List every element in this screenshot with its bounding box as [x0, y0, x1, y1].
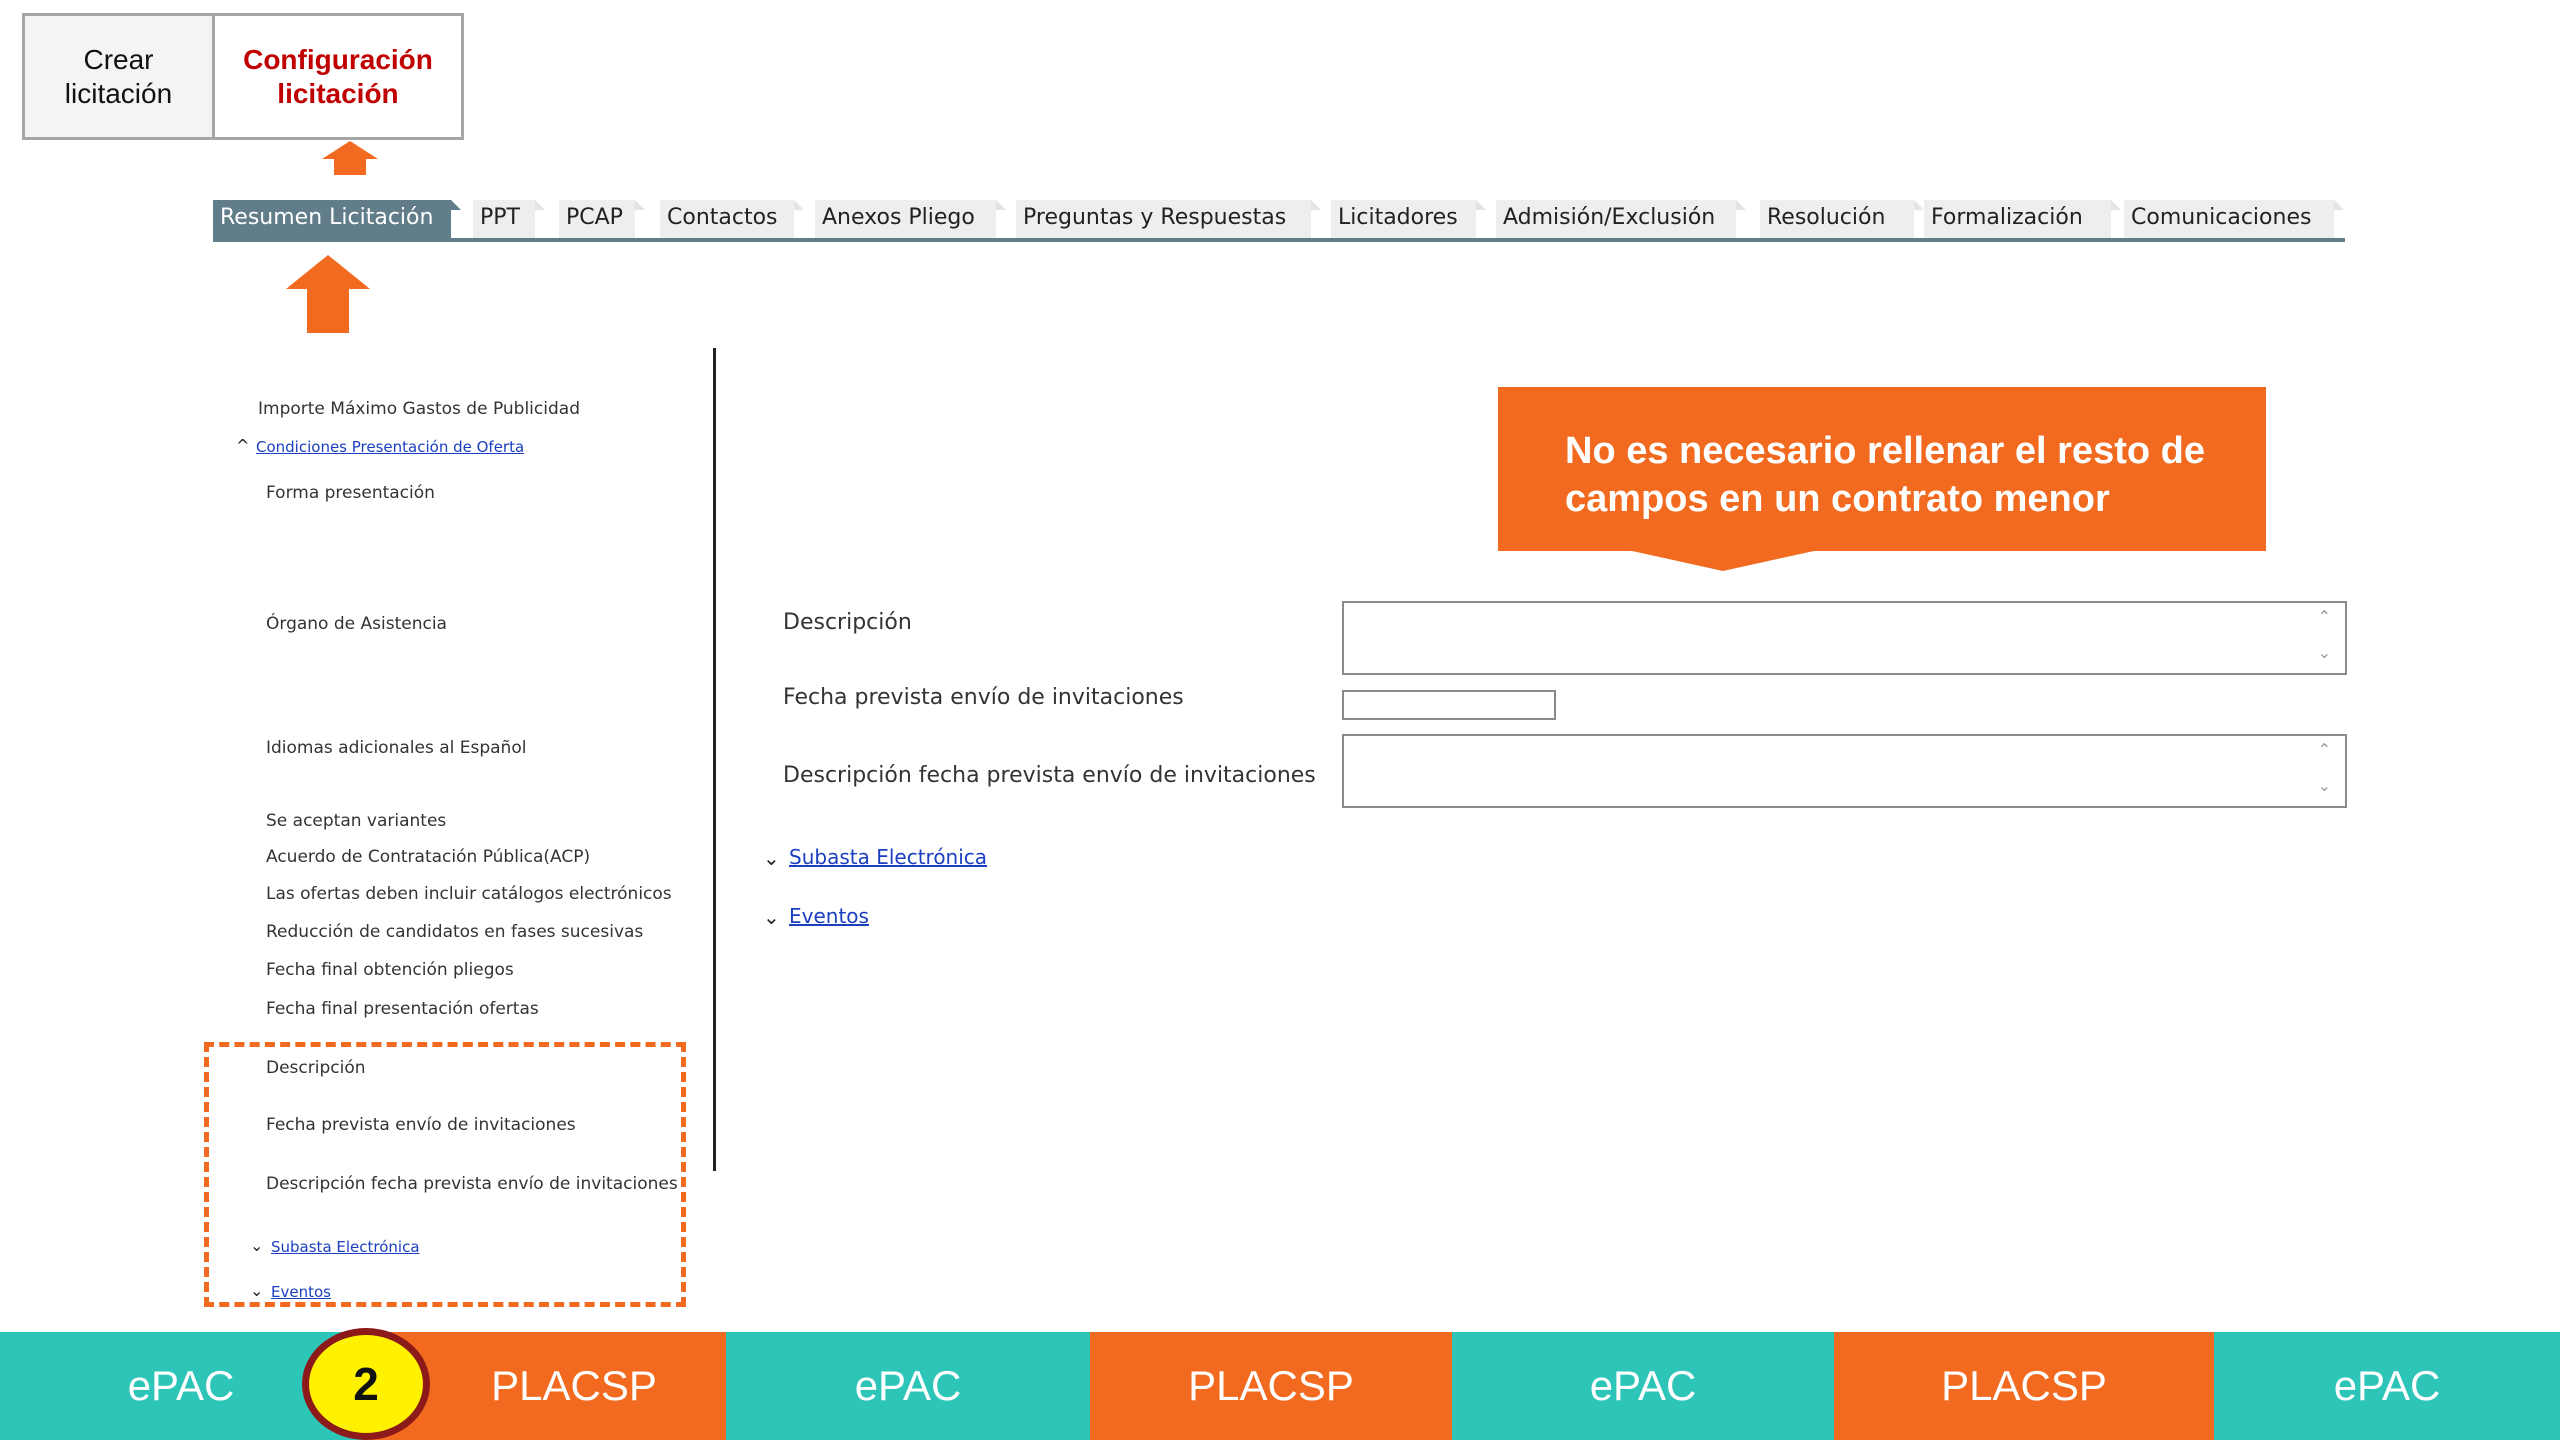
- info-callout: [1498, 387, 2266, 551]
- form-eventos-link[interactable]: Eventos: [789, 904, 869, 928]
- left-fecha-ofertas: Fecha final presentación ofertas: [266, 999, 539, 1019]
- left-catalogos: Las ofertas deben incluir catálogos electrónicos: [266, 884, 672, 904]
- tab-formalizacion[interactable]: Formalización: [1924, 200, 2111, 238]
- left-desc-fecha-invitaciones: Descripción fecha prevista envío de invitaciones: [266, 1174, 678, 1194]
- left-condiciones-link[interactable]: Condiciones Presentación de Oferta: [256, 438, 525, 456]
- tab-contactos[interactable]: Contactos: [660, 200, 794, 238]
- stage-placsp-1: PLACSP: [362, 1332, 726, 1440]
- left-reduccion: Reducción de candidatos en fases sucesivas: [266, 922, 644, 942]
- stage-placsp-3: PLACSP: [1834, 1332, 2214, 1440]
- tab-resolucion[interactable]: Resolución: [1760, 200, 1914, 238]
- scroll-down-icon[interactable]: ⌄: [2317, 776, 2331, 795]
- fecha-invitaciones-input[interactable]: [1342, 690, 1556, 720]
- step-crear-line1: Crear: [83, 43, 154, 75]
- scroll-down-icon[interactable]: ⌄: [2317, 643, 2331, 662]
- left-fecha-invitaciones: Fecha prevista envío de invitaciones: [266, 1115, 576, 1135]
- vertical-divider: [713, 348, 716, 1171]
- left-fecha-pliegos: Fecha final obtención pliegos: [266, 960, 514, 980]
- step-crear-line2: licitación: [64, 77, 173, 109]
- left-eventos-link[interactable]: Eventos: [271, 1283, 331, 1301]
- step-number-badge: 2: [302, 1328, 430, 1440]
- left-descripcion: Descripción: [266, 1058, 366, 1078]
- left-variantes: Se aceptan variantes: [266, 811, 447, 831]
- left-organo-asistencia: Órgano de Asistencia: [266, 614, 447, 634]
- chevron-down-icon[interactable]: ⌄: [763, 905, 780, 929]
- left-acuerdo-acp: Acuerdo de Contratación Pública(ACP): [266, 847, 591, 867]
- highlight-dashed-box: [204, 1042, 686, 1307]
- step-configuracion-licitacion[interactable]: [212, 13, 464, 140]
- scroll-up-icon[interactable]: ⌃: [2317, 740, 2331, 759]
- step-crear-licitacion[interactable]: [22, 13, 215, 140]
- tab-underline: [213, 238, 2345, 242]
- left-idiomas: Idiomas adicionales al Español: [266, 738, 527, 758]
- stage-epac-2: ePAC: [726, 1332, 1090, 1440]
- form-label-descripcion: Descripción: [783, 610, 912, 635]
- callout-tail: [1623, 549, 1823, 571]
- desc-fecha-invitaciones-textarea[interactable]: [1342, 734, 2347, 808]
- arrow-up-icon: [322, 141, 378, 175]
- arrow-up-icon: [286, 255, 370, 333]
- tab-pcap[interactable]: PCAP: [559, 200, 635, 238]
- left-subasta-link[interactable]: Subasta Electrónica: [271, 1238, 420, 1256]
- chevron-up-icon[interactable]: ^: [236, 436, 250, 455]
- left-importe-maximo: Importe Máximo Gastos de Publicidad: [258, 399, 580, 419]
- callout-line2: campos en un contrato menor: [1565, 478, 2110, 520]
- tab-licitadores[interactable]: Licitadores: [1331, 200, 1476, 238]
- descripcion-textarea[interactable]: [1342, 601, 2347, 675]
- form-label-fecha-invitaciones: Fecha prevista envío de invitaciones: [783, 685, 1184, 710]
- step-config-line2: licitación: [277, 77, 399, 109]
- stage-epac-3: ePAC: [1452, 1332, 1834, 1440]
- tab-ppt[interactable]: PPT: [473, 200, 535, 238]
- form-label-desc-fecha-invitaciones: Descripción fecha prevista envío de invitaciones: [783, 763, 1316, 788]
- tab-preguntas-respuestas[interactable]: Preguntas y Respuestas: [1016, 200, 1311, 238]
- tab-resumen-licitacion[interactable]: Resumen Licitación: [213, 200, 451, 238]
- stage-epac-1: ePAC: [0, 1332, 362, 1440]
- callout-line1: No es necesario rellenar el resto de: [1565, 430, 2205, 472]
- chevron-down-icon[interactable]: ⌄: [250, 1236, 264, 1255]
- tab-comunicaciones[interactable]: Comunicaciones: [2124, 200, 2334, 238]
- chevron-down-icon[interactable]: ⌄: [250, 1281, 264, 1300]
- stage-epac-4: ePAC: [2214, 1332, 2560, 1440]
- left-forma-presentacion: Forma presentación: [266, 483, 435, 503]
- step-config-line1: Configuración: [243, 43, 433, 75]
- tab-anexos-pliego[interactable]: Anexos Pliego: [815, 200, 996, 238]
- tab-admision-exclusion[interactable]: Admisión/Exclusión: [1496, 200, 1736, 238]
- form-subasta-link[interactable]: Subasta Electrónica: [789, 845, 988, 869]
- scroll-up-icon[interactable]: ⌃: [2317, 607, 2331, 626]
- stage-placsp-2: PLACSP: [1090, 1332, 1452, 1440]
- chevron-down-icon[interactable]: ⌄: [763, 846, 780, 870]
